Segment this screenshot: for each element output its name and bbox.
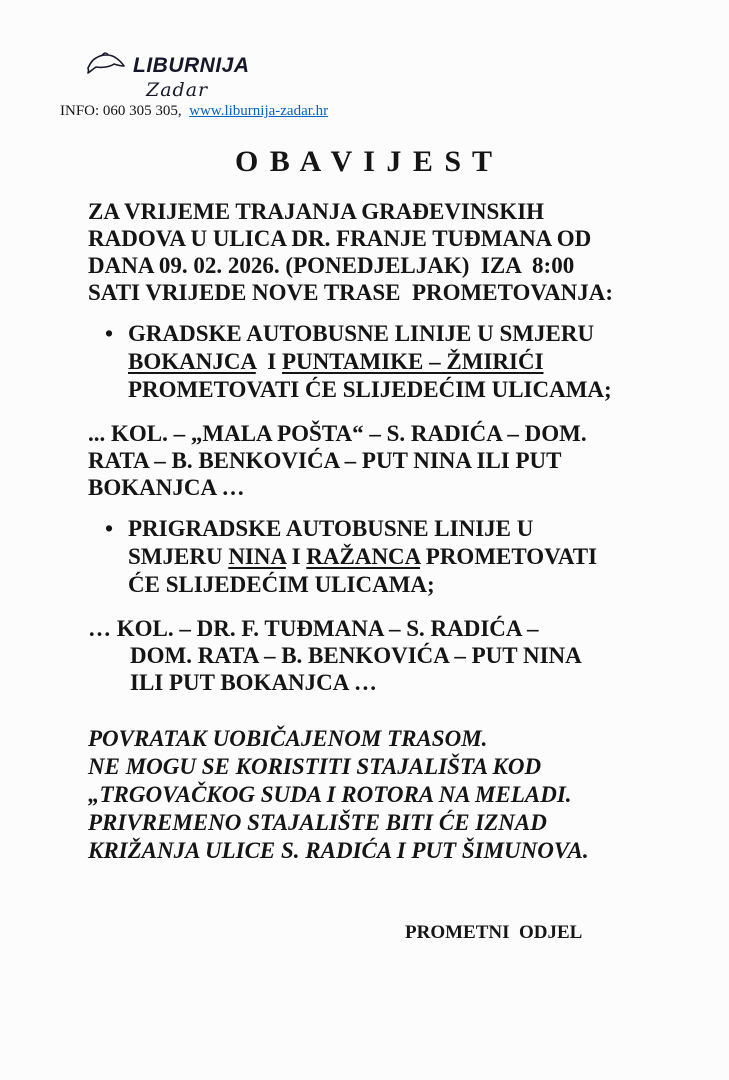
text-line: POVRATAK UOBIČAJENOM TRASOM. bbox=[88, 726, 488, 751]
underlined-destination: NINA bbox=[228, 544, 286, 569]
return-note-paragraph bbox=[88, 725, 729, 865]
text-line: ILI PUT BOKANJCA … bbox=[130, 670, 377, 695]
text-line: RATA – B. BENKOVIĆA – PUT NINA ILI PUT bbox=[88, 448, 562, 473]
bullet-icon: • bbox=[105, 516, 114, 541]
bullet-suburban-lines bbox=[105, 515, 729, 599]
bullet-icon: • bbox=[105, 321, 114, 346]
text-line: PROMETOVATI ĆE SLIJEDEĆIM ULICAMA; bbox=[128, 377, 612, 402]
text-segment: I bbox=[285, 544, 307, 569]
text-line: RADOVA U ULICA DR. FRANJE TUĐMANA OD bbox=[88, 226, 592, 251]
notice-document bbox=[0, 50, 729, 1080]
intro-paragraph bbox=[88, 198, 729, 306]
text-line: GRADSKE AUTOBUSNE LINIJE U SMJERU bbox=[128, 321, 595, 346]
company-logo bbox=[86, 50, 729, 81]
route-suburban-paragraph bbox=[88, 615, 729, 696]
info-phone: INFO: 060 305 305, bbox=[60, 103, 190, 119]
dolphin-icon bbox=[86, 52, 126, 81]
bullet-text bbox=[128, 320, 612, 404]
route-city-paragraph bbox=[88, 420, 729, 501]
text-segment: SMJERU bbox=[128, 544, 229, 569]
text-line bbox=[128, 348, 612, 376]
text-line: … KOL. – DR. F. TUĐMANA – S. RADIĆA – bbox=[88, 616, 539, 641]
text-segment: I bbox=[255, 349, 282, 374]
company-name: LIBURNIJA bbox=[133, 53, 250, 77]
text-line: PRIGRADSKE AUTOBUSNE LINIJE U bbox=[128, 516, 534, 541]
text-line: SATI VRIJEDE NOVE TRASE PROMETOVANJA: bbox=[88, 280, 614, 305]
text-line bbox=[128, 543, 597, 571]
bullet-text bbox=[128, 515, 597, 599]
info-line bbox=[60, 103, 729, 120]
text-line: BOKANJCA … bbox=[88, 475, 245, 500]
underlined-destination: BOKANJCA bbox=[128, 349, 256, 374]
text-line: DANA 09. 02. 2026. (PONEDJELJAK) IZA 8:00 bbox=[88, 253, 575, 278]
text-line: ... KOL. – „MALA POŠTA“ – S. RADIĆA – DOM. bbox=[88, 421, 587, 446]
website-link[interactable]: www.liburnija-zadar.hr bbox=[189, 103, 329, 119]
text-line: NE MOGU SE KORISTITI STAJALIŠTA KOD bbox=[88, 754, 542, 779]
text-line: KRIŽANJA ULICE S. RADIĆA I PUT ŠIMUNOVA. bbox=[88, 838, 589, 863]
page-title: O B A V I J E S T bbox=[234, 145, 495, 178]
company-city: Zadar bbox=[146, 79, 209, 101]
underlined-destination: RAŽANCA bbox=[306, 544, 421, 569]
text-line: „TRGOVAČKOG SUDA I ROTORA NA MELADI. bbox=[88, 782, 572, 807]
text-segment: PROMETOVATI bbox=[420, 544, 598, 569]
underlined-destination: PUNTAMIKE – ŽMIRIĆI bbox=[282, 349, 544, 374]
text-line: ZA VRIJEME TRAJANJA GRAĐEVINSKIH bbox=[88, 199, 545, 224]
text-line: DOM. RATA – B. BENKOVIĆA – PUT NINA bbox=[130, 643, 582, 668]
bullet-city-lines bbox=[105, 320, 729, 404]
text-line: PRIVREMENO STAJALIŠTE BITI ĆE IZNAD bbox=[88, 810, 547, 835]
text-line: ĆE SLIJEDEĆIM ULICAMA; bbox=[128, 572, 435, 597]
department-signature: PROMETNI ODJEL bbox=[405, 922, 583, 943]
